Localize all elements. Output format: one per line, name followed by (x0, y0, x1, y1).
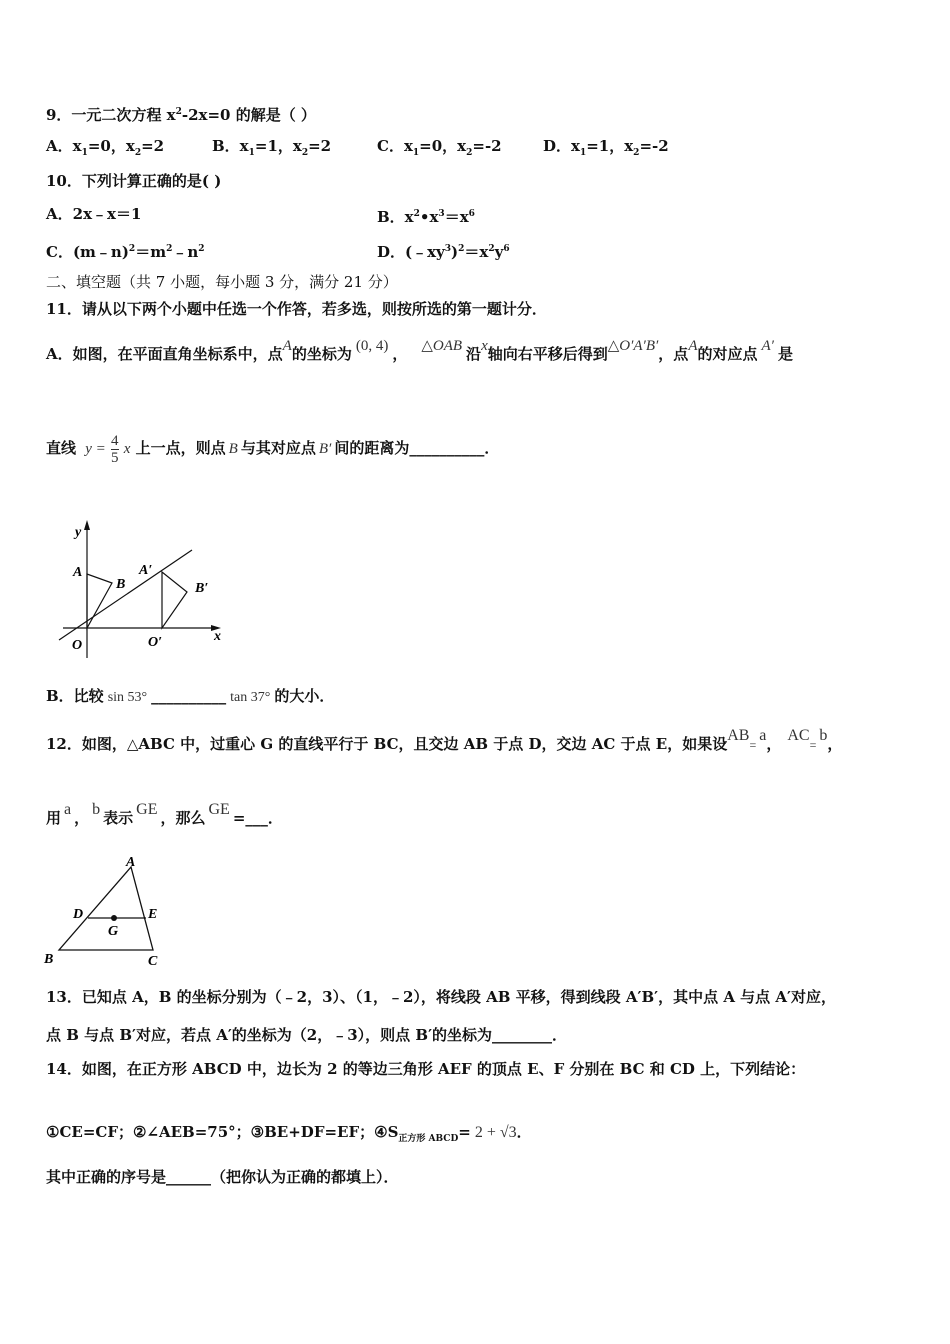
q14-line1: 14．如图，在正方形 ABCD 中，边长为 2 的等边三角形 AEF 的顶点 E、F 分别在 BC 和 CD 上，下列结论： (46, 1060, 806, 1078)
q12-line2: 用 a ， b 表示 GE ，那么 GE =___． (46, 801, 283, 827)
q9-option-a: A．$x_1=0$，$x_2=2$ (46, 137, 165, 158)
q9-stem: 9．一元二次方程 $x^2-2x=0$ 的解是（ ） (46, 106, 316, 124)
label-b: B (116, 577, 126, 592)
q9-option-d: D．$x_1=1$，$x_2=-2$ (543, 137, 669, 158)
q10-option-a: A．2x﹣x＝1 (46, 205, 142, 223)
label-g: G (108, 924, 119, 939)
q13-line2: 点 B 与点 B′对应，若点 A′的坐标为（2，﹣3），则点 B′的坐标为________． (46, 1026, 568, 1044)
label-o-prime: O′ (148, 635, 163, 650)
label-a: A (126, 855, 136, 870)
label-c: C (148, 954, 158, 969)
q11-line-equation: 直线 y = $\frac{4}{5}$ x 上一点，则点 B 与其对应点 B′ 间的距离为__________． (46, 432, 500, 466)
q10-stem: 10．下列计算正确的是( ) (46, 172, 222, 190)
section-heading: 二、填空题（共 7 小题，每小题 3 分，满分 21 分） (46, 273, 398, 291)
label-e: E (148, 907, 158, 922)
q12-triangle-figure (42, 852, 172, 972)
label-b: B (44, 952, 54, 967)
label-o: O (72, 638, 83, 653)
label-b-prime: B′ (195, 581, 209, 596)
label-d: D (73, 907, 84, 922)
label-a: A (73, 565, 83, 580)
line-y-4-5x (59, 550, 192, 640)
label-a-prime: A′ (139, 563, 153, 578)
q9-option-c: C．$x_1=0$，$x_2=-2$ (377, 137, 502, 158)
y-axis-arrow (84, 520, 90, 530)
triangle-oab (87, 574, 112, 628)
q12-stem: 12．如图，△ABC 中，过重心 G 的直线平行于 BC，且交边 AB 于点 D，交边 AC 于点 E，如果设AB=a， AC=b， (46, 727, 843, 753)
q10-option-c: C．$(m﹣n)^2=m^2﹣n^2$ (46, 243, 205, 261)
label-x: x (214, 629, 221, 644)
triangle-oab-prime (162, 572, 187, 628)
q11-coordinate-figure (55, 518, 230, 660)
centroid-g (111, 915, 117, 921)
label-y: y (75, 525, 82, 540)
q10-option-b: B．$x^2•x^3=x^6$ (377, 208, 475, 226)
q11-part-a: A．如图，在平面直角坐标系中，点A的坐标为 (0, 4) ， △OAB 沿x轴向右平移后得到△O′A′B′，点A的对应点 A′ 是 (46, 338, 793, 363)
fraction-4-5: $\frac{4}{5}$ (111, 432, 119, 466)
q10-option-d: D．$(﹣xy^3)^2=x^2y^6$ (377, 243, 510, 261)
q14-line3: 其中正确的序号是______（把你认为正确的都填上）． (46, 1168, 399, 1186)
q9-option-b: B．$x_1=1$，$x_2=2$ (212, 137, 332, 158)
q11-stem: 11．请从以下两个小题中任选一个作答，若多选，则按所选的第一题计分． (46, 300, 547, 318)
q11-part-b: B．比较 sin 53° __________ tan 37° 的大小． (46, 687, 335, 705)
q13-line1: 13．已知点 A，B 的坐标分别为（﹣2，3）、（1，﹣2），将线段 AB 平移，得到线段 A′B′，其中点 A 与点 A′对应， (46, 988, 836, 1006)
q14-conclusions: ①CE=CF；②∠AEB=75°；③BE+DF=EF；$④S_{正方形 ABCD}= 2 + √3$． (46, 1123, 532, 1144)
